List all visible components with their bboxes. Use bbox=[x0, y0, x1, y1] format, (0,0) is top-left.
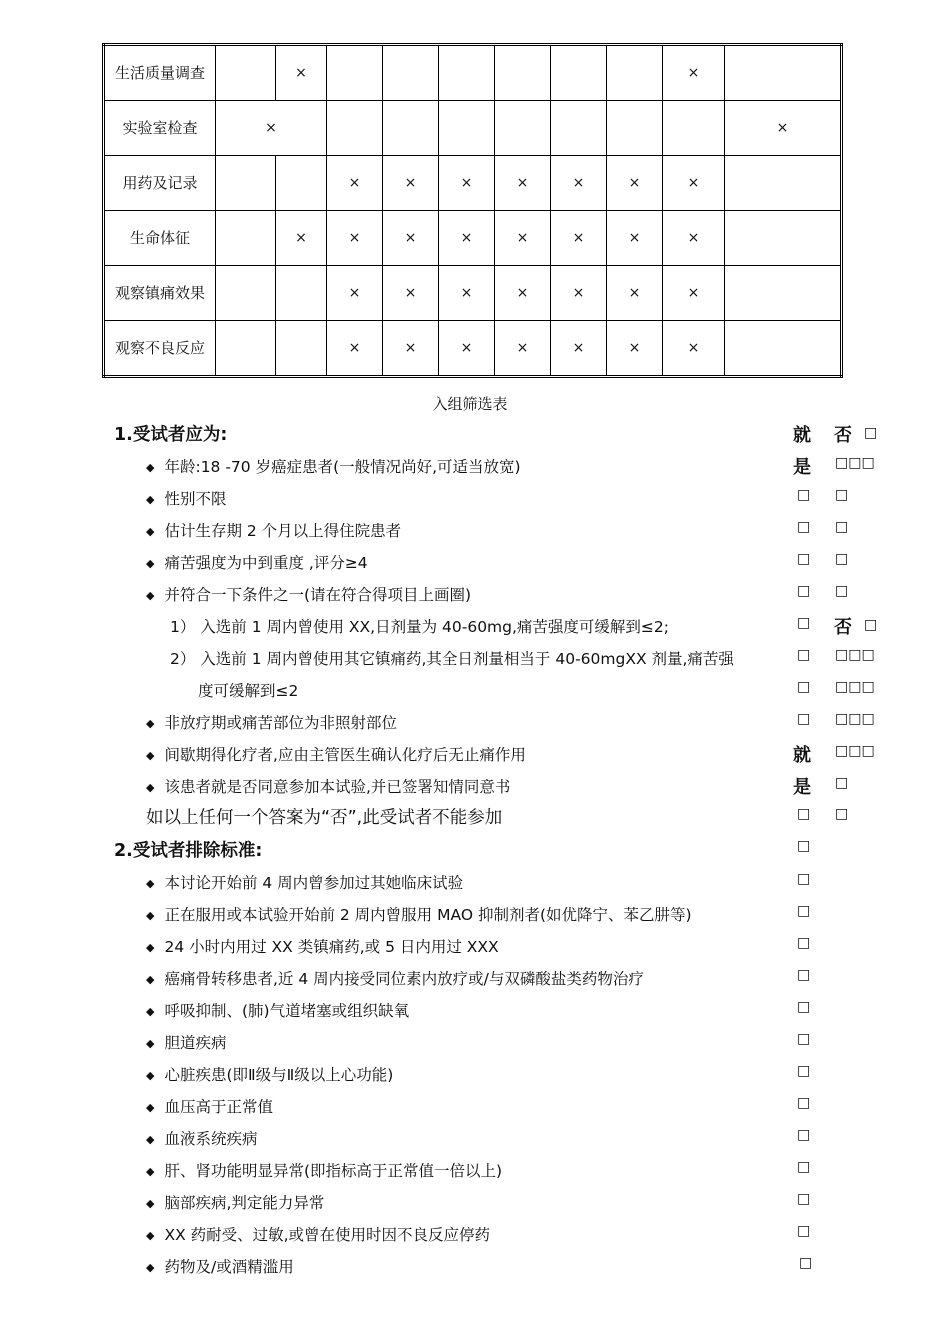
checkbox-group[interactable]: □□□ bbox=[835, 455, 875, 471]
table-caption: 入组筛选表 bbox=[432, 395, 508, 413]
table-cell bbox=[216, 45, 276, 101]
table-cell: × bbox=[495, 266, 551, 321]
table-cell: × bbox=[663, 156, 725, 211]
checkbox-group[interactable]: □□□ bbox=[835, 743, 875, 759]
table-cell bbox=[551, 45, 607, 101]
checkbox[interactable]: □ bbox=[864, 617, 878, 633]
checkbox[interactable]: □ bbox=[797, 1127, 811, 1143]
table-cell: × bbox=[383, 321, 439, 377]
section2-item: ◆ 正在服用或本试验开始前 2 周内曾服用 MAO 抑制剂者(如优降宁、苯乙肼等) bbox=[146, 903, 692, 925]
checkbox-group[interactable]: □□□ bbox=[835, 647, 875, 663]
table-cell: × bbox=[607, 211, 663, 266]
schedule-table bbox=[102, 43, 843, 378]
answer-yes-char: 是 bbox=[793, 777, 811, 798]
section1-item: ◆ 估计生存期 2 个月以上得住院患者 bbox=[146, 519, 401, 541]
section1-item: ◆ 并符合一下条件之一(请在符合得项目上画圈) bbox=[146, 583, 471, 605]
row-label: 观察镇痛效果 bbox=[104, 266, 216, 321]
checkbox[interactable]: □ bbox=[797, 999, 811, 1015]
table-row bbox=[104, 101, 842, 156]
checkbox[interactable]: □ bbox=[797, 1191, 811, 1207]
table-cell: × bbox=[276, 211, 327, 266]
table-cell: × bbox=[327, 156, 383, 211]
table-cell: × bbox=[216, 101, 327, 156]
row-label: 生命体征 bbox=[104, 211, 216, 266]
section2-item: ◆ 呼吸抑制、(肺)气道堵塞或组织缺氧 bbox=[146, 999, 409, 1021]
table-cell bbox=[495, 45, 551, 101]
section1-item: ◆ 非放疗期或痛苦部位为非照射部位 bbox=[146, 711, 397, 733]
table-cell bbox=[495, 101, 551, 156]
section2-heading: 2.受试者排除标准: bbox=[114, 841, 263, 861]
section2-item: ◆ 心脏疾患(即Ⅱ级与Ⅱ级以上心功能) bbox=[146, 1063, 393, 1085]
table-cell: × bbox=[439, 211, 495, 266]
section1-heading: 1.受试者应为: bbox=[114, 425, 228, 445]
section2-item: ◆ 血液系统疾病 bbox=[146, 1127, 257, 1149]
answer-yes-char: 就 bbox=[793, 745, 811, 766]
checkbox[interactable]: □ bbox=[797, 551, 811, 567]
table-row bbox=[104, 211, 842, 266]
table-cell: × bbox=[383, 156, 439, 211]
checkbox[interactable]: □ bbox=[797, 806, 811, 822]
table-cell: × bbox=[607, 156, 663, 211]
checkbox[interactable]: □ bbox=[797, 1031, 811, 1047]
section2-item: ◆ 癌痛骨转移患者,近 4 周内接受同位素内放疗或/与双磷酸盐类药物治疗 bbox=[146, 967, 644, 989]
checkbox[interactable]: □ bbox=[835, 775, 849, 791]
table-row bbox=[104, 321, 842, 377]
table-cell bbox=[725, 211, 842, 266]
section2-item: ◆ 24 小时内用过 XX 类镇痛药,或 5 日内用过 XXX bbox=[146, 935, 499, 957]
checkbox[interactable]: □ bbox=[799, 1255, 813, 1271]
checkbox[interactable]: □ bbox=[835, 487, 849, 503]
checkbox[interactable]: □ bbox=[835, 519, 849, 535]
table-cell: × bbox=[495, 321, 551, 377]
table-cell bbox=[327, 45, 383, 101]
table-cell bbox=[383, 45, 439, 101]
section1-item: ◆ 年龄:18 -70 岁癌症患者(一般情况尚好,可适当放宽) bbox=[146, 455, 521, 477]
section2-item: ◆ 本讨论开始前 4 周内曾参加过其她临床试验 bbox=[146, 871, 463, 893]
checkbox[interactable]: □ bbox=[797, 935, 811, 951]
table-cell: × bbox=[495, 211, 551, 266]
checkbox[interactable]: □ bbox=[797, 647, 811, 663]
checkbox[interactable]: □ bbox=[797, 519, 811, 535]
table-cell bbox=[607, 45, 663, 101]
checkbox[interactable]: □ bbox=[797, 1159, 811, 1175]
table-cell bbox=[276, 321, 327, 377]
table-cell: × bbox=[663, 45, 725, 101]
table-cell bbox=[216, 156, 276, 211]
table-cell: × bbox=[607, 321, 663, 377]
table-cell: × bbox=[327, 211, 383, 266]
sub-condition-2-cont: 度可缓解到≤2 bbox=[198, 682, 299, 700]
table-cell: × bbox=[383, 266, 439, 321]
table-row bbox=[104, 156, 842, 211]
checkbox-group[interactable]: □□□ bbox=[835, 679, 875, 695]
checkbox[interactable]: □ bbox=[797, 583, 811, 599]
table-cell bbox=[276, 156, 327, 211]
row-label: 生活质量调查 bbox=[104, 45, 216, 101]
checkbox[interactable]: □ bbox=[797, 871, 811, 887]
row-label: 实验室检查 bbox=[104, 101, 216, 156]
table-cell bbox=[725, 266, 842, 321]
checkbox[interactable]: □ bbox=[797, 1095, 811, 1111]
answer-no-char: 否 bbox=[834, 425, 852, 446]
checkbox[interactable]: □ bbox=[797, 838, 811, 854]
table-cell: × bbox=[551, 321, 607, 377]
section2-item: ◆ 血压高于正常值 bbox=[146, 1095, 273, 1117]
section1-item: ◆ 间歇期得化疗者,应由主管医生确认化疗后无止痛作用 bbox=[146, 743, 526, 765]
table-cell bbox=[439, 101, 495, 156]
table-cell: × bbox=[663, 266, 725, 321]
table-cell bbox=[216, 211, 276, 266]
checkbox[interactable]: □ bbox=[797, 487, 811, 503]
section2-item: ◆ 脑部疾病,判定能力异常 bbox=[146, 1191, 324, 1213]
table-cell bbox=[216, 266, 276, 321]
table-cell: × bbox=[551, 211, 607, 266]
checkbox[interactable]: □ bbox=[797, 1063, 811, 1079]
checkbox[interactable]: □ bbox=[835, 806, 849, 822]
answer-yes-char: 就 bbox=[793, 425, 811, 446]
checkbox[interactable]: □ bbox=[835, 583, 849, 599]
answer-yes-char: 是 bbox=[793, 457, 811, 478]
checkbox[interactable]: □ bbox=[864, 425, 878, 441]
checkbox[interactable]: □ bbox=[835, 551, 849, 567]
section2-item: ◆ 肝、肾功能明显异常(即指标高于正常值一倍以上) bbox=[146, 1159, 502, 1181]
table-cell: × bbox=[439, 266, 495, 321]
table-cell: × bbox=[276, 45, 327, 101]
table-cell bbox=[725, 156, 842, 211]
table-cell bbox=[663, 101, 725, 156]
row-label: 用药及记录 bbox=[104, 156, 216, 211]
table-cell bbox=[725, 321, 842, 377]
checkbox[interactable]: □ bbox=[797, 679, 811, 695]
table-cell: × bbox=[383, 211, 439, 266]
table-row bbox=[104, 266, 842, 321]
table-cell: × bbox=[327, 321, 383, 377]
sub-condition-1: 1） 入选前 1 周内曾使用 XX,日剂量为 40-60mg,痛苦强度可缓解到≤2; bbox=[170, 618, 669, 636]
row-label: 观察不良反应 bbox=[104, 321, 216, 377]
table-cell bbox=[439, 45, 495, 101]
table-row bbox=[104, 45, 842, 101]
table-cell bbox=[216, 321, 276, 377]
table-cell bbox=[327, 101, 383, 156]
table-cell: × bbox=[327, 266, 383, 321]
sub-condition-2: 2） 入选前 1 周内曾使用其它镇痛药,其全日剂量相当于 40-60mgXX 剂量,痛苦强 bbox=[170, 650, 734, 668]
table-cell: × bbox=[439, 156, 495, 211]
checkbox[interactable]: □ bbox=[797, 903, 811, 919]
table-cell bbox=[383, 101, 439, 156]
table-cell: × bbox=[607, 266, 663, 321]
table-cell: × bbox=[495, 156, 551, 211]
section1-item: ◆ 该患者就是否同意参加本试验,并已签署知情同意书 bbox=[146, 775, 510, 797]
checkbox[interactable]: □ bbox=[797, 615, 811, 631]
checkbox[interactable]: □ bbox=[797, 711, 811, 727]
table-cell bbox=[551, 101, 607, 156]
section1-item: ◆ 性别不限 bbox=[146, 487, 226, 509]
checkbox[interactable]: □ bbox=[797, 1223, 811, 1239]
section2-item: ◆ 胆道疾病 bbox=[146, 1031, 226, 1053]
table-cell: × bbox=[551, 156, 607, 211]
table-cell: × bbox=[551, 266, 607, 321]
table-cell: × bbox=[725, 101, 842, 156]
table-cell bbox=[276, 266, 327, 321]
section2-item: ◆ XX 药耐受、过敏,或曾在使用时因不良反应停药 bbox=[146, 1223, 490, 1245]
table-cell: × bbox=[663, 321, 725, 377]
checkbox-group[interactable]: □□□ bbox=[835, 711, 875, 727]
table-cell: × bbox=[439, 321, 495, 377]
table-cell: × bbox=[663, 211, 725, 266]
table-cell bbox=[607, 101, 663, 156]
table-cell bbox=[725, 45, 842, 101]
exclusion-note: 如以上任何一个答案为“否”,此受试者不能参加 bbox=[146, 808, 503, 828]
section2-item: ◆ 药物及/或酒精滥用 bbox=[146, 1255, 294, 1277]
checkbox[interactable]: □ bbox=[797, 967, 811, 983]
answer-no-char: 否 bbox=[834, 617, 852, 638]
section1-item: ◆ 痛苦强度为中到重度 ,评分≥4 bbox=[146, 551, 368, 573]
